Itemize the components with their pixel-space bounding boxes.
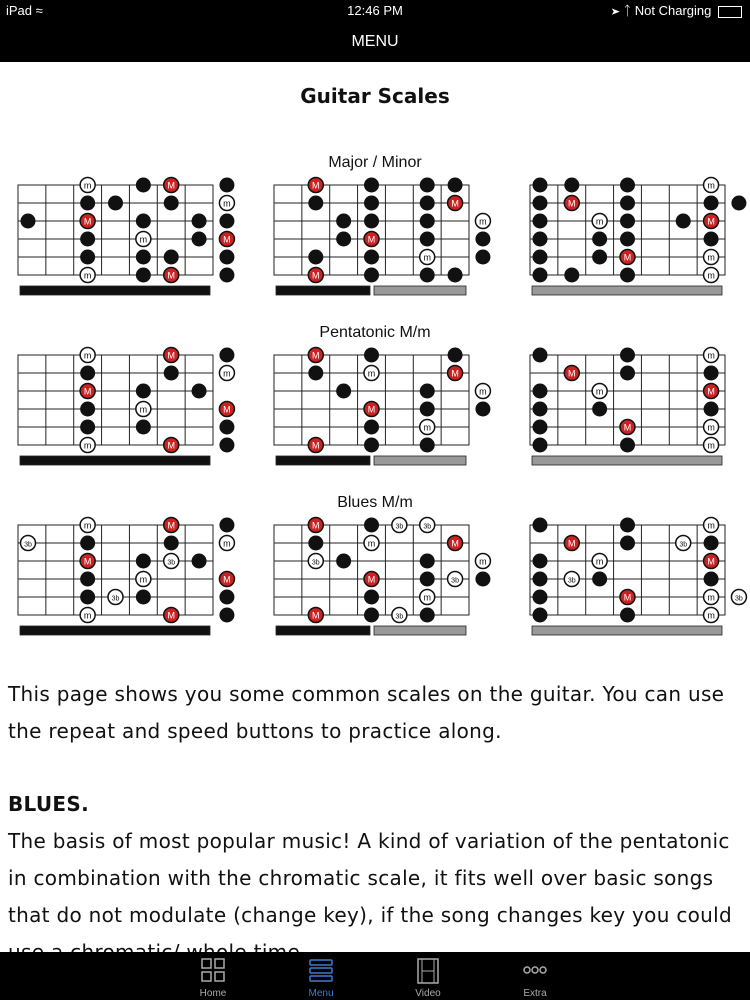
svg-text:M: M [568,538,576,549]
section-title-major-minor: Major / Minor [328,154,422,171]
nav-title: MENU [351,33,399,50]
svg-text:M: M [167,350,175,361]
svg-text:M: M [568,368,576,379]
svg-text:m: m [83,440,92,451]
svg-text:m: m [423,252,431,263]
svg-text:m: m [139,404,148,415]
tab-extra-label: Extra [523,988,547,999]
scale-diagram-pentatonic-1 [14,347,231,472]
battery-status: Not Charging [634,3,712,18]
svg-text:M: M [707,216,715,227]
svg-text:M: M [623,252,632,263]
status-right [612,3,742,18]
blues-section [8,786,743,971]
svg-text:M: M [568,198,576,209]
scale-diagram-major-3 [526,177,731,302]
tab-bar [0,952,750,1000]
svg-text:M: M [312,440,320,451]
status-time: 12:46 PM [347,3,403,18]
svg-text:m: m [707,592,715,603]
section-title-pentatonic: Pentatonic M/m [319,324,431,341]
more-icon [523,958,547,984]
svg-text:3b: 3b [167,559,176,567]
svg-text:m: m [83,610,92,621]
svg-text:3b: 3b [395,613,404,621]
blues-heading: BLUES. [8,792,89,816]
tab-extra[interactable] [495,952,575,1000]
svg-text:M: M [451,368,459,379]
svg-text:3b: 3b [395,523,404,531]
svg-text:M: M [367,404,376,415]
scale-diagram-blues-1 [14,517,231,642]
svg-text:M: M [223,404,231,415]
svg-text:m: m [223,198,231,209]
tab-home-label: Home [199,988,227,999]
svg-text:m: m [139,574,148,585]
svg-text:m: m [83,180,92,191]
svg-text:m: m [479,216,487,227]
svg-text:m: m [479,386,487,397]
scale-diagram-blues-3 [526,517,743,642]
svg-text:M: M [367,234,376,245]
svg-text:M: M [623,592,632,603]
svg-text:m: m [707,610,715,621]
bluetooth-icon: ᛏ [623,3,632,18]
svg-text:m: m [367,368,376,379]
svg-text:M: M [167,440,175,451]
nav-bar [0,22,750,62]
intro-text: This page shows you some common scales on the guitar. You can use the repeat and speed buttons to practice along. [8,682,725,743]
svg-text:3b: 3b [111,595,120,603]
status-bar [0,0,750,22]
svg-text:M: M [623,422,632,433]
device-label: iPad ≈ [6,3,43,18]
battery-icon [718,6,742,18]
tab-menu-label: Menu [308,988,334,999]
location-icon: ➤ [611,3,620,18]
svg-text:M: M [167,270,175,281]
blues-text: The basis of most popular music! A kind of variation of the pentatonic in combination with the chromatic scale, it fits well over basic songs that do not modulate (change key), if the song changes key you could [8,829,733,927]
scale-diagram-blues-2 [270,517,487,642]
svg-text:m: m [83,350,92,361]
menu-icon [309,958,333,984]
scale-diagram-pentatonic-2 [270,347,487,472]
svg-text:M: M [167,520,175,531]
section-title-blues: Blues M/m [337,494,413,511]
svg-text:M: M [367,574,376,585]
svg-text:m: m [595,556,604,567]
svg-text:m: m [595,216,604,227]
svg-text:m: m [707,180,715,191]
svg-text:m: m [707,422,715,433]
page-title: Guitar Scales [300,84,450,108]
svg-text:m: m [707,440,715,451]
svg-text:3b: 3b [311,559,320,567]
grid-icon [201,958,225,984]
svg-text:M: M [223,574,231,585]
svg-text:m: m [223,538,231,549]
svg-text:M: M [707,386,715,397]
svg-text:M: M [83,216,92,227]
svg-text:m: m [479,556,487,567]
content-area[interactable] [0,62,750,952]
svg-text:M: M [312,350,320,361]
svg-text:M: M [83,386,92,397]
svg-text:M: M [451,538,459,549]
scale-diagram-major-1 [14,177,231,302]
svg-text:M: M [167,610,175,621]
svg-text:M: M [167,180,175,191]
svg-text:M: M [312,270,320,281]
tab-home[interactable] [173,952,253,1000]
tab-menu[interactable] [281,952,361,1000]
svg-text:m: m [707,350,715,361]
scale-diagram-pentatonic-3 [526,347,731,472]
svg-text:m: m [83,520,92,531]
tab-video-label: Video [415,988,441,999]
svg-text:3b: 3b [679,541,688,549]
svg-text:M: M [83,556,92,567]
svg-text:3b: 3b [24,541,32,549]
svg-text:M: M [312,520,320,531]
svg-text:m: m [83,270,92,281]
svg-text:3b: 3b [423,523,432,531]
svg-text:M: M [312,180,320,191]
wifi-icon: ≈ [35,3,43,18]
film-icon [416,958,440,984]
svg-text:M: M [312,610,320,621]
svg-text:m: m [139,234,148,245]
svg-text:3b: 3b [451,577,459,585]
svg-text:m: m [223,368,231,379]
tab-video[interactable] [388,952,468,1000]
svg-text:M: M [451,198,459,209]
scale-diagram-major-2 [270,177,487,302]
svg-text:m: m [423,592,431,603]
svg-text:m: m [707,520,715,531]
svg-text:m: m [707,270,715,281]
svg-text:3b: 3b [567,577,576,585]
svg-text:m: m [707,252,715,263]
svg-text:m: m [423,422,431,433]
svg-text:M: M [223,234,231,245]
svg-text:M: M [707,556,715,567]
svg-text:m: m [367,538,376,549]
svg-text:m: m [595,386,604,397]
svg-text:3b: 3b [735,595,743,603]
